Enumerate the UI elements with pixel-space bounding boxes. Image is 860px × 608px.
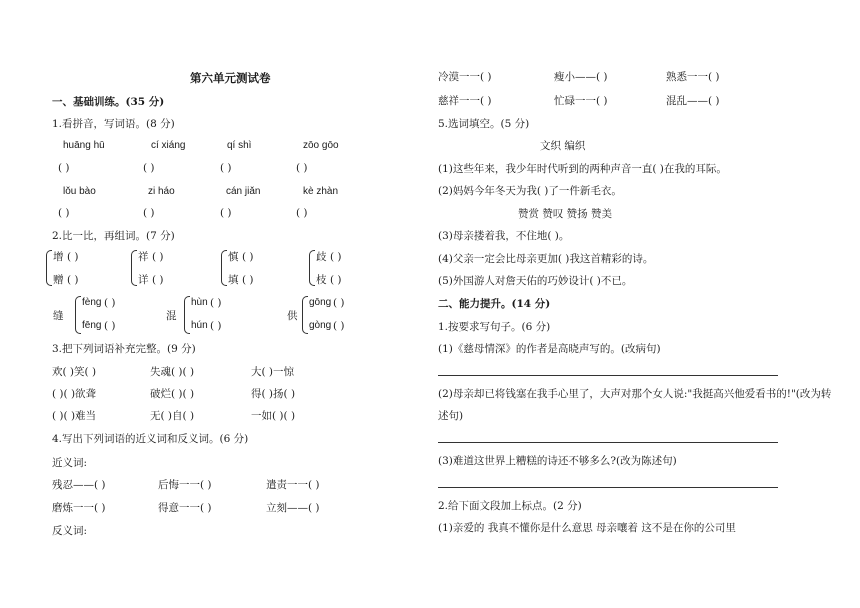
answer-line[interactable] xyxy=(438,487,778,488)
word-blank[interactable]: 残忍——( ) xyxy=(52,479,106,491)
answer-blank[interactable]: ( ) xyxy=(143,162,155,174)
pinyin-4: zōo gōo xyxy=(303,140,339,151)
brace xyxy=(221,250,227,286)
idiom-blank[interactable]: 大( )一惊 xyxy=(251,366,295,378)
brace xyxy=(131,250,137,286)
pinyin-reading: hún xyxy=(191,320,208,331)
word-blank[interactable]: 得意一一( ) xyxy=(158,502,212,514)
rewrite-prompt: (3)难道这世界上糟糕的诗还不够多么?(改为陈述句) xyxy=(438,455,677,467)
answer-blank[interactable]: ( ) xyxy=(220,207,232,219)
pair-char: 详 xyxy=(138,274,149,286)
pair-char: 增 xyxy=(53,251,64,263)
pinyin-1: huāng hū xyxy=(63,140,105,151)
rewrite-prompt: (1)《慈母情深》的作者是高晓声写的。(改病句) xyxy=(438,343,661,355)
word-blank[interactable]: 磨炼一一( ) xyxy=(52,502,106,514)
p2-heading: 2.给下面文段加上标点。(2 分) xyxy=(438,500,582,512)
answer-line[interactable] xyxy=(438,375,778,376)
q4-heading: 4.写出下列词语的近义词和反义词。(6 分) xyxy=(52,433,249,445)
page-title: 第六单元测试卷 xyxy=(190,71,271,85)
punctuation-sentence[interactable]: (1)亲爱的 我真不懂你是什么意思 母亲嚷着 这不是在你的公司里 xyxy=(438,522,736,534)
pair-char: 填 xyxy=(228,274,239,286)
answer-blank[interactable]: ( ) xyxy=(210,297,222,309)
pinyin-reading: gòng xyxy=(309,320,332,331)
answer-blank[interactable]: ( ) xyxy=(296,162,308,174)
answer-blank[interactable]: ( ) xyxy=(330,274,342,286)
pair-char: 歧 xyxy=(316,251,327,263)
fill-sentence[interactable]: (3)母亲搂着我，不住地( )。 xyxy=(438,230,570,242)
fill-sentence[interactable]: (2)妈妈今年冬天为我( )了一件新毛衣。 xyxy=(438,185,622,197)
q2-heading: 2.比一比，再组词。(7 分) xyxy=(52,230,175,242)
answer-blank[interactable]: ( ) xyxy=(296,207,308,219)
synonym-label: 近义词: xyxy=(52,457,88,469)
pinyin-reading: hùn xyxy=(191,297,208,308)
answer-blank[interactable]: ( ) xyxy=(333,320,345,332)
section-2-heading: 二、能力提升。(14 分) xyxy=(438,298,551,310)
pair-char: 祥 xyxy=(138,251,149,263)
pinyin-7: cán jiǎn xyxy=(226,186,261,197)
pinyin-reading: fèng xyxy=(82,297,102,308)
answer-blank[interactable]: ( ) xyxy=(152,274,164,286)
poly-char: 缝 xyxy=(53,310,64,322)
brace xyxy=(75,296,81,334)
brace xyxy=(302,296,308,334)
word-blank[interactable]: 瘦小——( ) xyxy=(554,71,608,83)
answer-blank[interactable]: ( ) xyxy=(210,320,222,332)
word-blank[interactable]: 立刻——( ) xyxy=(266,502,320,514)
word-blank[interactable]: 熟悉一一( ) xyxy=(666,71,720,83)
answer-blank[interactable]: ( ) xyxy=(143,207,155,219)
answer-blank[interactable]: ( ) xyxy=(152,251,164,263)
idiom-blank[interactable]: ( )( )欲聋 xyxy=(52,388,97,400)
answer-blank[interactable]: ( ) xyxy=(58,207,70,219)
poly-char: 混 xyxy=(166,310,177,322)
word-blank[interactable]: 遣责一一( ) xyxy=(266,479,320,491)
idiom-blank[interactable]: ( )( )难当 xyxy=(52,410,97,422)
answer-blank[interactable]: ( ) xyxy=(242,274,254,286)
brace xyxy=(309,250,315,286)
answer-blank[interactable]: ( ) xyxy=(104,297,116,309)
section-1-heading: 一、基础训练。(35 分) xyxy=(52,96,165,108)
idiom-blank[interactable]: 无( )自( ) xyxy=(150,410,195,422)
brace xyxy=(46,250,52,286)
poly-char: 供 xyxy=(287,310,298,322)
p1-heading: 1.按要求写句子。(6 分) xyxy=(438,321,551,333)
answer-blank[interactable]: ( ) xyxy=(220,162,232,174)
rewrite-prompt: (2)母亲却已将钱塞在我手心里了，大声对那个女人说:"我挺高兴他爱看书的!"(改为转 xyxy=(438,388,832,400)
answer-blank[interactable]: ( ) xyxy=(104,320,116,332)
word-blank[interactable]: 混乱——( ) xyxy=(666,95,720,107)
q3-heading: 3.把下列词语补充完整。(9 分) xyxy=(52,343,196,355)
fill-sentence[interactable]: (5)外国游人对詹天佑的巧妙设计( )不已。 xyxy=(438,275,633,287)
rewrite-prompt-cont: 述句) xyxy=(438,410,464,422)
pinyin-3: qí shì xyxy=(227,140,252,151)
q5-heading: 5.选词填空。(5 分) xyxy=(438,118,530,130)
brace xyxy=(184,296,190,334)
pinyin-6: zi háo xyxy=(148,186,175,197)
word-blank[interactable]: 慈祥一一( ) xyxy=(438,95,492,107)
pinyin-2: cí xiáng xyxy=(151,140,186,151)
q1-heading: 1.看拼音，写词语。(8 分) xyxy=(52,118,175,130)
idiom-blank[interactable]: 得( )扬( ) xyxy=(251,388,296,400)
pinyin-8: kè zhàn xyxy=(303,186,339,197)
idiom-blank[interactable]: 破烂( )( ) xyxy=(150,388,195,400)
pair-char: 赠 xyxy=(53,274,64,286)
answer-blank[interactable]: ( ) xyxy=(242,251,254,263)
idiom-blank[interactable]: 失魂( )( ) xyxy=(150,366,195,378)
word-blank[interactable]: 忙碌一一( ) xyxy=(554,95,608,107)
word-choices: 赞赏 赞叹 赞扬 赞美 xyxy=(518,208,613,220)
pair-char: 慎 xyxy=(228,251,239,263)
pinyin-reading: gōng xyxy=(309,297,332,308)
pinyin-5: lǒu bào xyxy=(63,186,96,197)
word-blank[interactable]: 后悔一一( ) xyxy=(158,479,212,491)
idiom-blank[interactable]: 一如( )( ) xyxy=(251,410,296,422)
fill-sentence[interactable]: (1)这些年来，我少年时代听到的两种声音一直( )在我的耳际。 xyxy=(438,163,727,175)
answer-blank[interactable]: ( ) xyxy=(333,297,345,309)
answer-blank[interactable]: ( ) xyxy=(330,251,342,263)
answer-line[interactable] xyxy=(438,442,778,443)
pair-char: 枝 xyxy=(316,274,327,286)
word-choices: 文织 编织 xyxy=(540,140,586,152)
word-blank[interactable]: 冷漠一一( ) xyxy=(438,71,492,83)
answer-blank[interactable]: ( ) xyxy=(67,274,79,286)
idiom-blank[interactable]: 欢( )笑( ) xyxy=(52,366,97,378)
answer-blank[interactable]: ( ) xyxy=(58,162,70,174)
pinyin-reading: fēng xyxy=(82,320,102,331)
fill-sentence[interactable]: (4)父亲一定会比母亲更加( )我这首精彩的诗。 xyxy=(438,253,654,265)
antonym-label: 反义词: xyxy=(52,525,88,537)
answer-blank[interactable]: ( ) xyxy=(67,251,79,263)
